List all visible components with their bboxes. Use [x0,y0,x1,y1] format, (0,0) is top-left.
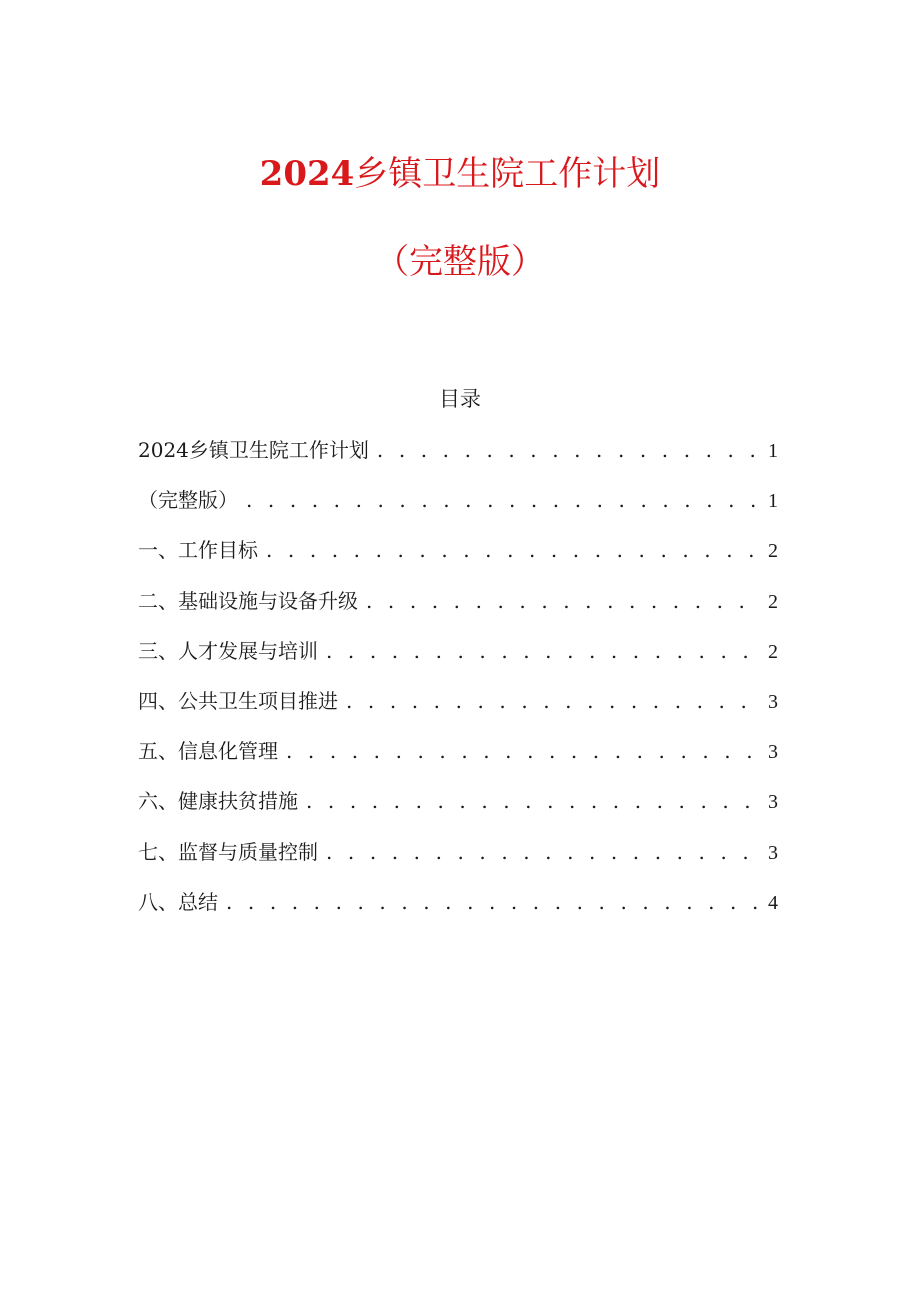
toc-item-label: 一、工作目标 [138,538,258,563]
toc-item-label: 五、信息化管理 [138,739,278,764]
toc-item-page: 3 [768,690,778,713]
title-year: 2024 [259,154,355,194]
toc-item[interactable] [138,585,778,635]
toc-item-page: 1 [768,490,778,513]
toc-item-label: 八、总结 [138,889,218,914]
toc-item-page: 2 [768,590,778,613]
toc-item-page: 4 [768,891,778,914]
toc-heading: 目录 [439,387,481,411]
toc-item-page: 2 [768,540,778,563]
toc-leader-dots [326,836,760,868]
toc-item-label: 七、监督与质量控制 [138,839,318,864]
document-subtitle: （完整版） [375,242,545,282]
toc-leader-dots [306,785,760,817]
toc-leader-dots [246,484,760,516]
toc-leader-dots [286,735,760,767]
toc-leader-dots [266,534,760,566]
toc-item-label: （完整版） [138,488,238,513]
toc-item-page: 2 [768,640,778,663]
toc-item[interactable] [138,635,778,685]
toc-item[interactable] [138,836,778,886]
toc-leader-dots [226,886,760,918]
toc-item-page: 1 [768,440,778,462]
toc-item[interactable] [138,685,778,735]
document-title [0,154,920,194]
toc-item-label: 2024乡镇卫生院工作计划 [138,438,369,462]
toc-item-page: 3 [768,841,778,864]
toc-item-label: 二、基础设施与设备升级 [138,588,358,613]
toc-leader-dots [366,585,760,617]
toc-item[interactable] [138,785,778,835]
toc-item[interactable] [138,886,778,936]
toc-item[interactable] [138,534,778,584]
toc-leader-dots [346,685,760,717]
toc-item[interactable] [138,434,778,484]
toc-item[interactable] [138,735,778,785]
toc-item-page: 3 [768,791,778,814]
toc-item-label: 四、公共卫生项目推进 [138,688,338,713]
table-of-contents [138,434,778,936]
toc-item-label: 三、人才发展与培训 [138,638,318,663]
toc-item-page: 3 [768,741,778,764]
toc-item[interactable] [138,484,778,534]
title-text: 乡镇卫生院工作计划 [354,154,661,194]
toc-item-label: 六、健康扶贫措施 [138,789,298,814]
toc-leader-dots [377,434,760,466]
toc-leader-dots [326,635,760,667]
